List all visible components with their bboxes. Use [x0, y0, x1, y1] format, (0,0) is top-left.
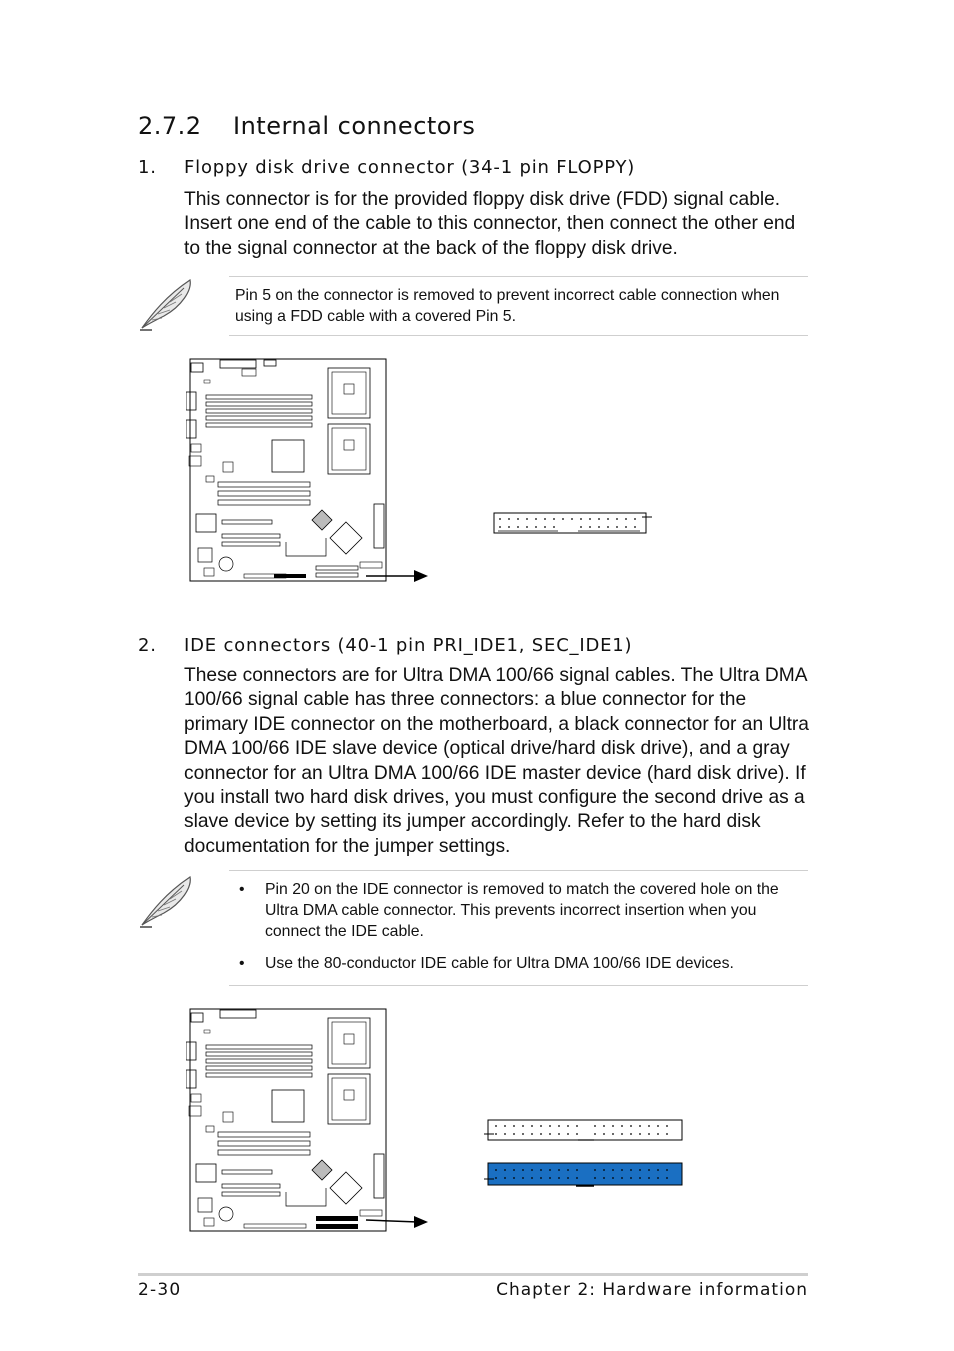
ide-note-item: • Pin 20 on the IDE connector is removed to match the covered hole on the Ultra DMA cable connector. This prevents incorrect insertion when you connect the IDE cable.: [235, 879, 804, 942]
feather-pen-icon: [138, 276, 196, 332]
section-number: 2.7.2: [138, 112, 202, 140]
floppy-title: Floppy disk drive connector (34-1 pin FLOPPY): [184, 157, 636, 178]
sec-ide-connector-diagram: [484, 1118, 688, 1144]
ide-heading: [138, 635, 632, 656]
ide-notes: [229, 870, 808, 986]
floppy-connector-diagram: [492, 511, 654, 535]
footer-rule: [138, 1273, 808, 1276]
floppy-note-text: Pin 5 on the connector is removed to prevent incorrect cable connection when using a FDD cable with a covered Pin 5.: [235, 287, 780, 325]
section-title: Internal connectors: [233, 112, 476, 140]
motherboard-diagram-floppy: [186, 356, 436, 588]
ide-note-item: • Use the 80-conductor IDE cable for Ultra DMA 100/66 IDE devices.: [235, 953, 804, 974]
section-heading: [138, 112, 475, 140]
floppy-number: 1.: [138, 157, 157, 178]
page-number: 2-30: [138, 1280, 182, 1300]
ide-notes-list: [229, 871, 808, 989]
feather-pen-icon: [138, 873, 196, 929]
floppy-note: [229, 276, 808, 336]
ide-number: 2.: [138, 635, 157, 656]
pri-ide-connector-diagram: [484, 1161, 688, 1189]
ide-title: IDE connectors (40-1 pin PRI_IDE1, SEC_IDE1): [184, 635, 633, 656]
ide-body: These connectors are for Ultra DMA 100/66 signal cables. The Ultra DMA 100/66 signal cable has three connectors: a blue connector for the primary IDE connector on the motherboard, a black connector for an Ultra DMA 100/66 IDE slave device (optical drive/hard disk drive), and a gray connector for an Ultra DMA 100/66 IDE master device (hard disk drive). If you install two hard disk drives, you must configure the second drive as a slave device by setting its jumper accordingly. Refer to the hard disk documentation for the jumper settings.: [184, 665, 809, 857]
floppy-heading: [138, 157, 635, 178]
chapter-title: Chapter 2: Hardware information: [496, 1280, 808, 1300]
floppy-body: This connector is for the provided floppy disk drive (FDD) signal cable. Insert one end of the cable to this connector, then connect the other end to the signal connector at the back of the floppy disk drive.: [184, 189, 796, 259]
motherboard-diagram-ide: [186, 1006, 436, 1238]
